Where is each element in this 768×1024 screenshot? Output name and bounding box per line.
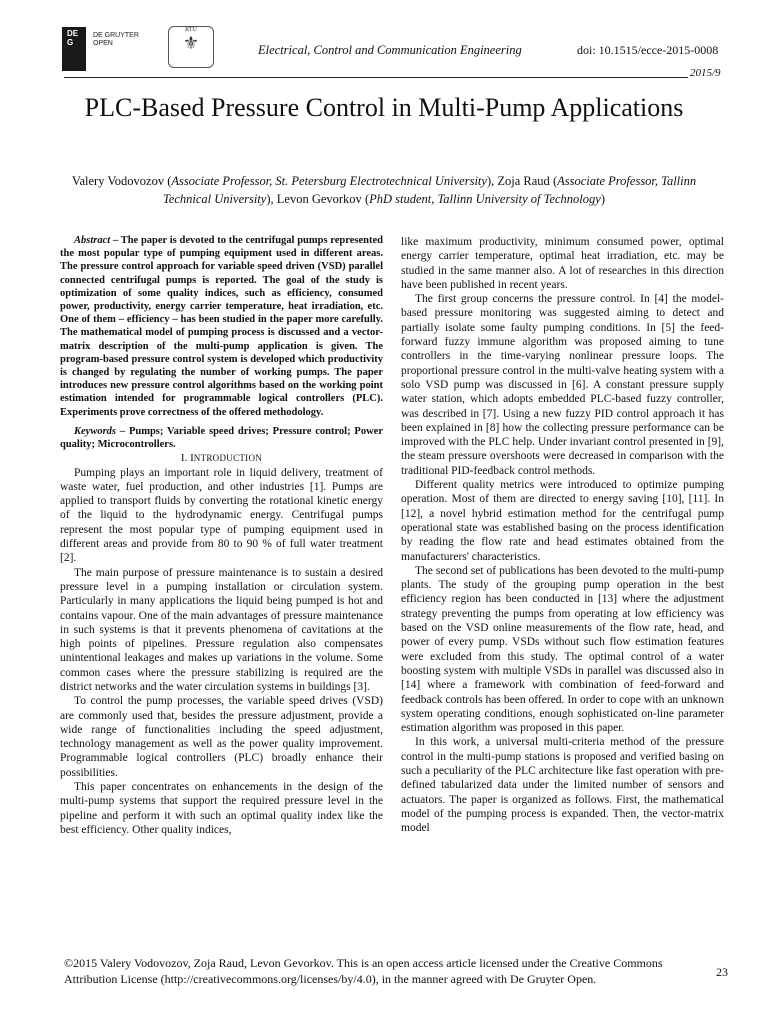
keywords-text: – Pumps; Variable speed drives; Pressure control; Power quality; Microcontrollers. bbox=[60, 425, 383, 451]
license-footer: ©2015 Valery Vodovozov, Zoja Raud, Levon Gevorkov. This is an open access article licensed under the Creative Commons Attribution License (http://creativecommons.org/licenses/by/4.0), in the manner agreed with De Gruyter Open. bbox=[64, 956, 663, 986]
page-number: 23 bbox=[716, 965, 728, 979]
doi: doi: 10.1515/ecce-2015-0008 bbox=[577, 43, 719, 57]
publisher-logo bbox=[62, 27, 86, 71]
header-rule bbox=[64, 77, 688, 78]
seal-text: RTU bbox=[185, 27, 197, 33]
author-2-affiliation: Associate Professor, Tallinn Technical University bbox=[163, 174, 697, 206]
author-1-name: Valery Vodovozov bbox=[71, 174, 165, 188]
intro-paragraph-1: Pumping plays an important role in liquid delivery, treatment of waste water, fuel production, and other industries [1]. Pumps are applied to transport fluids by converting the rotational kinetic energy of the liquid to the hydrodynamic energy. Centrifugal pumps represent the most popular type of pumping equipment used in different areas and provide from 80 to 90 % of full water treatment [2]. bbox=[60, 466, 383, 565]
right-paragraph-1: like maximum productivity, minimum consumed power, optimal energy carrier temperature, optimal heat irradiation, etc. may be studied in the same manner also. A lot of researches in this direction have been published in recent years. bbox=[401, 236, 724, 291]
left-column bbox=[60, 234, 383, 837]
right-paragraph-4: The second set of publications has been devoted to the multi-pump plants. The study of the grouping pump operation in the best efficiency region has been conducted in [13] where the adjustment strategy preventing the pumps from operating at low efficiency was based on the VSD online measurements of the flow rate, head, and power of every pump. VSDs without such flow estimation features were excluded from this study. The optimal control of a water boosting system with multiple VSDs in parallel was discussed also in [14] where a framework with combination of feed-forward and feedback controls has been offered. In order to cope with an unknown system operating conditions, enough sophisticated on-line parameter estimation algorithm was proposed in this paper. bbox=[401, 564, 724, 735]
author-3-name: Levon Gevorkov bbox=[276, 192, 362, 206]
intro-paragraph-4: This paper concentrates on enhancements in the design of the multi-pump systems that support the required pressure level in the pipeline and perform it with such an optimal quality index like the best efficiency. Other quality indices, bbox=[60, 781, 383, 836]
abstract-label: Abstract bbox=[74, 235, 111, 246]
right-paragraph-5: In this work, a universal multi-criteria method of the pressure control in the multi-pump stations is proposed and verified basing on such a peculiarity of the PLC architecture like fast operation with pre-defined tabularized data under the limited number of sensors and actuators. The paper is organized as follows. First, the mathematical model of the pumping process is expanded. Then, the vector-matrix model bbox=[401, 736, 724, 835]
journal-name: Electrical, Control and Communication Engineering bbox=[258, 43, 522, 57]
publisher-name bbox=[93, 32, 139, 48]
abstract-text: – The paper is devoted to the centrifugal pumps represented the most popular type of pumping equipment used in different areas. The pressure control approach for variable speed driven (VSD) parallel connected centrifugal pumps is reported. The goal of the study is optimization of some quality indices, such as efficiency, consumed power, productivity, energy carrier temperature, heat irradiation, etc. One of them – efficiency – has been studied in the paper more carefully. The mathematical model of pumping process is discussed and a vector-matrix description of the multi-pump application is given. The program-based pressure control system is developed which productivity is changed by regulating the number of working pumps. The paper introduces new pressure control algorithms based on the working point estimation intended for programmable logical controllers (PLC). Experiments prove correctness of the offered methodology. bbox=[60, 235, 383, 418]
keywords bbox=[60, 425, 383, 451]
university-seal-icon: RTU ⚜ bbox=[168, 26, 214, 68]
issue-number: 2015/9 bbox=[690, 67, 721, 79]
abstract bbox=[60, 234, 383, 419]
section-heading-introduction: I. INTRODUCTION bbox=[180, 452, 263, 465]
author-list: Valery Vodovozov (Associate Professor, St. Petersburg Electrotechnical University), Zoja Raud (Associate Professor, Tallinn Technical University), Levon Gevorkov (PhD student, Tallinn University of Technology) bbox=[71, 174, 697, 206]
right-paragraph-3: Different quality metrics were introduced to optimize pumping operation. Most of them are directed to energy saving [10], [11]. In [12], a novel hybrid estimation method for the centrifugal pump operational state was established basing on the process identification by reading the flow rate and head estimates obtained from the manufacturers' characteristics. bbox=[401, 479, 724, 563]
logo-de: DE G bbox=[67, 29, 79, 47]
publisher-line-2: OPEN bbox=[93, 40, 113, 47]
intro-paragraph-3: To control the pump processes, the variable speed drives (VSD) are commonly used that, besides the pressure adjustment, provide a wide range of functionalities including the speed adjustment, technology management as well as the power quality improvement. Programmable logical controllers (PLC) broadly enhance their possibilities. bbox=[60, 695, 383, 779]
intro-paragraph-2: The main purpose of pressure maintenance is to sustain a desired pressure level in a pumping installation or circulation system. Particularly in many applications the liquid being pumped is hot and contains vapour. One of the main advantages of pressure maintenance in such systems is that it prevents phenomena of cavitations at the high points of pipelines. Pressure regulation also compensates unintentional leakages and makes up variations in the volume. Some common cases where the pressure stabilizing is required are the district networks and the water circulation systems in buildings [3]. bbox=[60, 566, 383, 693]
right-paragraph-2: The first group concerns the pressure control. In [4] the model-based pressure monitoring was suggested aiming to detect and partially isolate some faulty pumping conditions. In [5] the feed-forward fuzzy immune algorithm was proposed aiming to tune controllers in the time-varying nonlinear pressure loops. The proportional pressure control in the multi-valve heating system with a solo VSD pump was discussed in [6]. A constant pressure supply water station, which adopts embedded PLC-based fuzzy controller, was described in [7]. Using a new fuzzy PID control approach it has been explained in [8] how the collecting pressure performance can be improved with the PLC help. Under invariant control presented in [9], the steam pressure overshoots were decreased in comparison with the traditional PID-feedback control methods. bbox=[401, 293, 724, 477]
keywords-label: Keywords bbox=[74, 425, 116, 437]
right-column bbox=[401, 235, 724, 835]
publisher-line-1: DE GRUYTER bbox=[93, 32, 139, 39]
author-1-affiliation: Associate Professor, St. Petersburg Electrotechnical University bbox=[171, 174, 487, 188]
paper-title: PLC-Based Pressure Control in Multi-Pump Applications bbox=[84, 93, 684, 122]
author-3-affiliation: PhD student, Tallinn University of Technology bbox=[369, 192, 601, 206]
author-2-name: Zoja Raud bbox=[497, 174, 550, 188]
